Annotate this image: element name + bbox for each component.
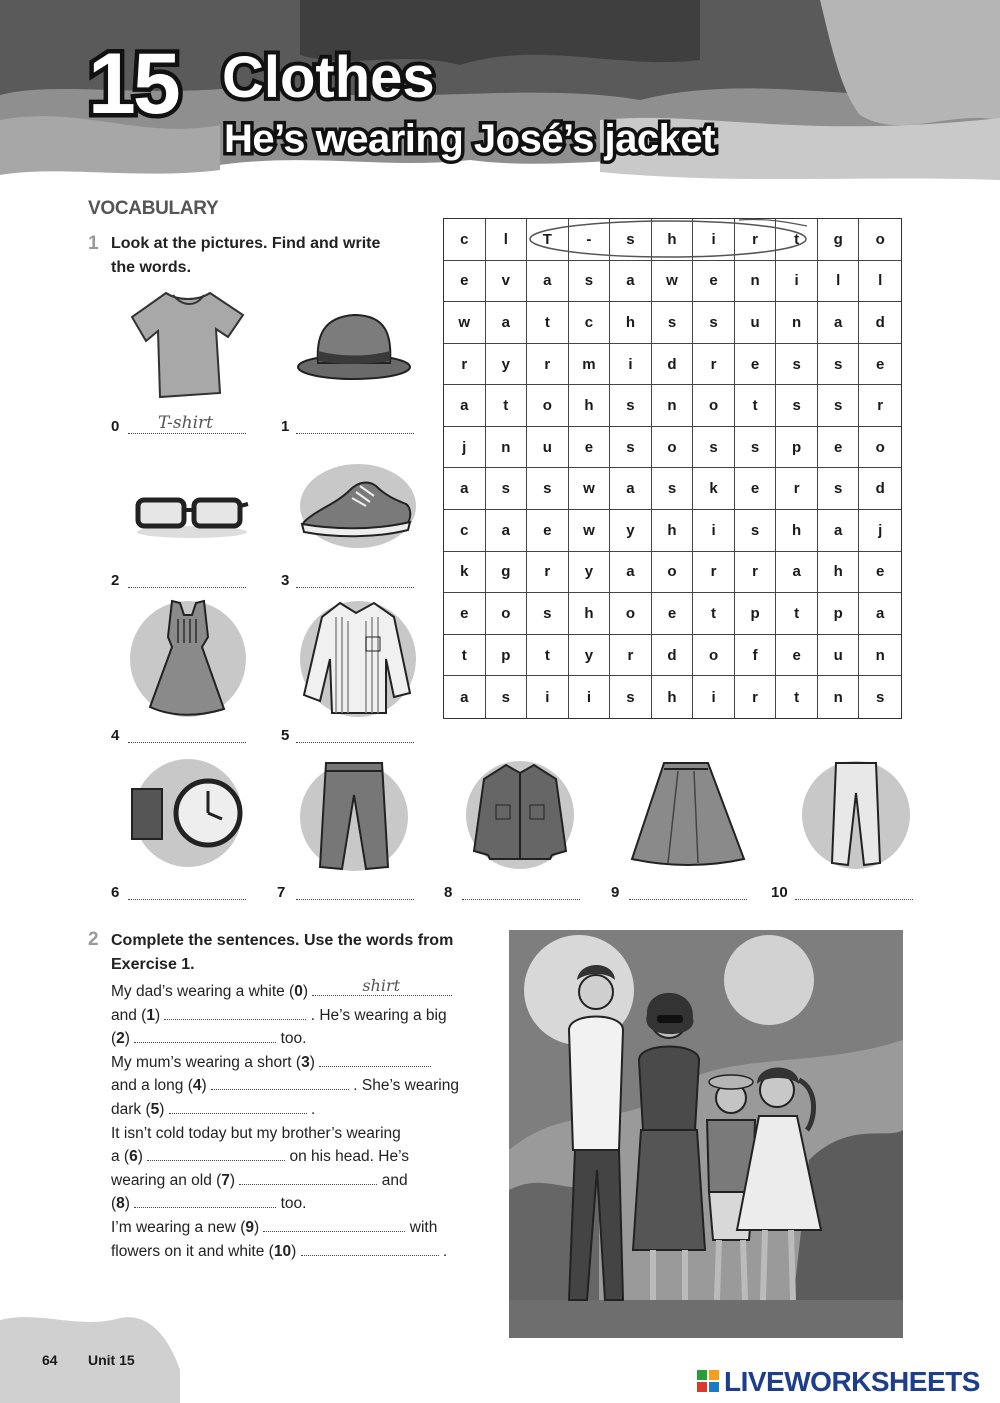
footer-unit: Unit 15 xyxy=(88,1352,135,1368)
grid-cell[interactable]: t xyxy=(527,635,569,677)
gap-number-0: 0 xyxy=(294,983,303,1000)
grid-cell[interactable]: t xyxy=(776,219,818,261)
sentence-text: My dad’s wearing a white ( xyxy=(111,983,295,1000)
sentence-text: flowers on it and white ( xyxy=(111,1242,274,1260)
page-subtitle: He’s wearing José’s jacket xyxy=(224,117,715,161)
sentence-text: My mum’s wearing a short ( xyxy=(111,1053,302,1071)
grid-cell[interactable]: e xyxy=(859,552,901,594)
sentence-text: ) xyxy=(201,1077,211,1095)
grid-cell[interactable]: y xyxy=(610,510,652,552)
glasses-picture xyxy=(132,490,252,540)
sentence-text: ) xyxy=(137,1148,148,1166)
answer-line-6[interactable] xyxy=(128,899,246,900)
grid-cell[interactable]: s xyxy=(776,344,818,386)
sentence-text: ) xyxy=(124,1030,135,1048)
sentence-text: and a long ( xyxy=(111,1077,193,1095)
gap-4[interactable] xyxy=(211,1076,349,1090)
gap-2[interactable] xyxy=(134,1029,276,1043)
grid-cell[interactable]: o xyxy=(486,593,528,635)
item-number-8: 8 xyxy=(444,884,453,901)
grid-cell[interactable]: s xyxy=(652,302,694,344)
grid-cell[interactable]: p xyxy=(818,593,860,635)
grid-cell[interactable]: a xyxy=(818,302,860,344)
liveworksheets-logo-icon xyxy=(697,1370,719,1394)
sentence-text: dark ( xyxy=(111,1100,151,1118)
item-number-5: 5 xyxy=(281,727,290,744)
grid-cell[interactable]: e xyxy=(652,593,694,635)
grid-cell[interactable]: h xyxy=(610,302,652,344)
grid-cell[interactable]: t xyxy=(527,302,569,344)
grid-cell[interactable]: w xyxy=(444,302,486,344)
grid-cell[interactable]: n xyxy=(776,302,818,344)
sentence-text: and ( xyxy=(111,1006,147,1024)
grid-cell[interactable]: f xyxy=(735,635,777,677)
grid-cell[interactable]: e xyxy=(569,427,611,469)
exercise-2-instruction-1: Complete the sentences. Use the words from xyxy=(111,932,454,949)
gap-0-answer: shirt xyxy=(362,976,401,995)
grid-cell[interactable]: s xyxy=(486,676,528,718)
grid-cell[interactable]: - xyxy=(569,219,611,261)
grid-cell[interactable]: o xyxy=(693,385,735,427)
grid-cell[interactable]: s xyxy=(610,427,652,469)
sentence-text: ) xyxy=(254,1218,264,1236)
grid-cell[interactable]: r xyxy=(735,552,777,594)
grid-cell[interactable]: s xyxy=(569,261,611,303)
grid-cell[interactable]: a xyxy=(444,676,486,718)
grid-cell[interactable]: o xyxy=(859,219,901,261)
grid-cell[interactable]: a xyxy=(610,468,652,510)
grid-cell[interactable]: t xyxy=(486,385,528,427)
grid-cell[interactable]: t xyxy=(444,635,486,677)
grid-cell[interactable]: o xyxy=(693,635,735,677)
grid-cell[interactable]: a xyxy=(486,510,528,552)
sentence-text: . xyxy=(306,1100,316,1118)
gap-9[interactable] xyxy=(263,1218,405,1232)
grid-cell[interactable]: c xyxy=(569,302,611,344)
answer-line-2[interactable] xyxy=(128,587,246,588)
item-number-7: 7 xyxy=(277,884,286,901)
grid-cell[interactable]: t xyxy=(693,593,735,635)
grid-cell[interactable]: a xyxy=(486,302,528,344)
grid-cell[interactable]: s xyxy=(818,385,860,427)
grid-cell[interactable]: s xyxy=(776,385,818,427)
grid-cell[interactable]: d xyxy=(652,635,694,677)
grid-cell[interactable]: s xyxy=(693,302,735,344)
word-search-grid[interactable] xyxy=(443,218,902,719)
gap-7[interactable] xyxy=(239,1171,377,1185)
gap-number-8: 8 xyxy=(116,1195,125,1213)
sentence-text: too. xyxy=(276,1195,307,1213)
grid-cell[interactable]: t xyxy=(776,676,818,718)
grid-cell[interactable]: o xyxy=(610,593,652,635)
grid-cell[interactable]: p xyxy=(735,593,777,635)
grid-cell[interactable]: h xyxy=(569,385,611,427)
answer-line-5[interactable] xyxy=(296,742,414,743)
page-title: Clothes xyxy=(222,45,435,110)
gap-8[interactable] xyxy=(134,1194,276,1208)
grid-cell[interactable]: d xyxy=(859,468,901,510)
sentence-text: ) xyxy=(291,1242,301,1260)
grid-cell[interactable]: i xyxy=(610,344,652,386)
grid-cell[interactable]: h xyxy=(776,510,818,552)
grid-cell[interactable]: o xyxy=(527,385,569,427)
shoe-picture xyxy=(296,460,416,550)
item-number-4: 4 xyxy=(111,727,120,744)
sentence-text: I’m wearing a new ( xyxy=(111,1218,246,1236)
grid-cell[interactable]: w xyxy=(569,510,611,552)
grid-cell[interactable]: a xyxy=(859,593,901,635)
grid-cell[interactable]: r xyxy=(693,552,735,594)
grid-cell[interactable]: e xyxy=(859,344,901,386)
grid-cell[interactable]: e xyxy=(735,468,777,510)
grid-cell[interactable]: v xyxy=(486,261,528,303)
grid-cell[interactable]: r xyxy=(693,344,735,386)
gap-number-7: 7 xyxy=(221,1171,230,1189)
answer-0: T-shirt xyxy=(158,413,213,433)
grid-cell[interactable]: h xyxy=(652,219,694,261)
grid-cell[interactable]: s xyxy=(693,427,735,469)
grid-cell[interactable]: s xyxy=(610,219,652,261)
grid-cell[interactable]: s xyxy=(818,344,860,386)
sentence-text: ) xyxy=(124,1195,135,1213)
exercise-2-instruction-2: Exercise 1. xyxy=(111,956,195,973)
grid-cell[interactable]: s xyxy=(735,510,777,552)
jeans-picture xyxy=(296,759,416,871)
item-number-1: 1 xyxy=(281,418,290,435)
grid-cell[interactable]: j xyxy=(444,427,486,469)
answer-line-0 xyxy=(128,433,246,434)
sentence-text: ( xyxy=(111,1195,117,1213)
grid-cell[interactable]: a xyxy=(776,552,818,594)
exercise-1-instruction-1: Look at the pictures. Find and write xyxy=(111,235,381,252)
sentence-text: a ( xyxy=(111,1148,130,1166)
grid-cell[interactable]: o xyxy=(652,427,694,469)
gap-number-9: 9 xyxy=(245,1218,255,1236)
answer-line-1[interactable] xyxy=(296,433,414,434)
grid-cell[interactable]: e xyxy=(444,261,486,303)
skirt-picture xyxy=(628,759,748,869)
grid-cell[interactable]: g xyxy=(818,219,860,261)
grid-cell[interactable]: r xyxy=(610,635,652,677)
grid-cell[interactable]: e xyxy=(735,344,777,386)
answer-line-9[interactable] xyxy=(629,899,747,900)
grid-cell[interactable]: u xyxy=(818,635,860,677)
grid-cell[interactable]: c xyxy=(444,219,486,261)
grid-cell[interactable]: i xyxy=(527,676,569,718)
grid-cell[interactable]: i xyxy=(693,219,735,261)
item-number-6: 6 xyxy=(111,884,120,901)
trousers-picture xyxy=(796,759,916,869)
sentence-text: with xyxy=(405,1218,438,1236)
brand-name: LIVEWORKSHEETS xyxy=(724,1366,980,1397)
grid-cell[interactable]: s xyxy=(818,468,860,510)
sentence-text: . xyxy=(438,1242,448,1260)
grid-cell[interactable]: i xyxy=(693,510,735,552)
grid-cell[interactable]: r xyxy=(527,344,569,386)
sentence-text: wearing an old ( xyxy=(111,1171,222,1189)
dress-picture xyxy=(128,597,248,719)
grid-cell[interactable]: e xyxy=(444,593,486,635)
grid-cell[interactable]: s xyxy=(876,688,885,706)
gap-1[interactable] xyxy=(164,1006,306,1020)
unit-number: 15 xyxy=(88,36,178,132)
exercise-2-number: 2 xyxy=(88,929,99,950)
gap-number-5: 5 xyxy=(150,1100,160,1118)
grid-cell[interactable]: a xyxy=(444,468,486,510)
exercise-2-sentences xyxy=(111,976,491,1263)
grid-cell[interactable]: n xyxy=(818,676,860,718)
gap-number-2: 2 xyxy=(116,1030,125,1048)
grid-cell[interactable]: l xyxy=(486,219,528,261)
grid-cell[interactable]: r xyxy=(735,219,777,261)
exercise-1-instruction-2: the words. xyxy=(111,259,192,276)
grid-cell[interactable]: s xyxy=(610,676,652,718)
grid-cell[interactable]: y xyxy=(486,344,528,386)
grid-cell[interactable]: r xyxy=(527,552,569,594)
sentence-text: ) xyxy=(309,1053,320,1071)
answer-line-8[interactable] xyxy=(462,899,580,900)
sentence-text: . She’s wearing xyxy=(348,1077,459,1095)
grid-cell[interactable]: d xyxy=(652,344,694,386)
grid-cell[interactable]: t xyxy=(776,593,818,635)
gap-0 xyxy=(312,976,452,996)
grid-cell[interactable]: a xyxy=(610,261,652,303)
grid-cell[interactable]: u xyxy=(527,427,569,469)
grid-cell[interactable]: h xyxy=(818,552,860,594)
item-number-3: 3 xyxy=(281,572,290,589)
grid-cell[interactable]: r xyxy=(444,344,486,386)
grid-cell[interactable]: t xyxy=(735,385,777,427)
grid-cell[interactable]: w xyxy=(569,468,611,510)
grid-cell[interactable]: d xyxy=(859,302,901,344)
grid-cell[interactable]: y xyxy=(569,635,611,677)
gap-number-1: 1 xyxy=(146,1006,155,1024)
grid-cell[interactable]: g xyxy=(486,552,528,594)
sentence-text: . He’s wearing a big xyxy=(306,1006,447,1024)
grid-cell[interactable]: i xyxy=(776,261,818,303)
grid-cell[interactable]: o xyxy=(652,552,694,594)
item-number-2: 2 xyxy=(111,572,120,589)
grid-cell[interactable]: h xyxy=(652,510,694,552)
hat-picture xyxy=(296,305,416,385)
grid-cell[interactable]: l xyxy=(818,261,860,303)
sentence-text: on his head. He’s xyxy=(285,1148,409,1166)
answer-line-10[interactable] xyxy=(795,899,913,900)
answer-line-7[interactable] xyxy=(296,899,414,900)
grid-cell[interactable]: j xyxy=(859,510,901,552)
grid-cell[interactable]: p xyxy=(486,635,528,677)
section-title: VOCABULARY xyxy=(88,198,219,219)
sentence-text: ) xyxy=(159,1100,169,1118)
jacket-picture xyxy=(462,759,582,869)
tshirt-picture xyxy=(128,285,248,405)
grid-cell[interactable]: w xyxy=(652,261,694,303)
shirt-picture xyxy=(296,597,416,719)
grid-cell[interactable]: r xyxy=(859,385,901,427)
grid-cell[interactable]: m xyxy=(569,344,611,386)
grid-cell[interactable]: s xyxy=(486,468,528,510)
grid-cell[interactable]: s xyxy=(610,385,652,427)
sentence-text: too. xyxy=(276,1030,307,1048)
grid-cell[interactable]: s xyxy=(735,427,777,469)
exercise-1-number: 1 xyxy=(88,233,99,254)
gap-number-3: 3 xyxy=(301,1053,310,1071)
grid-cell[interactable]: e xyxy=(527,510,569,552)
gap-number-10: 10 xyxy=(273,1242,292,1260)
sentence-text: and xyxy=(377,1171,408,1189)
grid-cell[interactable]: e xyxy=(776,635,818,677)
sentence-text: ( xyxy=(111,1030,117,1048)
item-number-0: 0 xyxy=(111,418,120,435)
grid-cell[interactable]: n xyxy=(859,635,901,677)
grid-cell[interactable]: h xyxy=(569,593,611,635)
answer-line-3[interactable] xyxy=(296,587,414,588)
grid-cell[interactable]: c xyxy=(444,510,486,552)
grid-cell[interactable]: i xyxy=(693,676,735,718)
sentence-text: ) xyxy=(154,1006,165,1024)
gap-5[interactable] xyxy=(169,1100,307,1114)
grid-cell[interactable]: n xyxy=(735,261,777,303)
grid-cell[interactable]: e xyxy=(818,427,860,469)
grid-cell[interactable]: a xyxy=(610,552,652,594)
page-number: 64 xyxy=(42,1352,58,1368)
watch-picture xyxy=(128,759,248,869)
grid-cell[interactable]: a xyxy=(818,510,860,552)
grid-cell[interactable]: e xyxy=(693,261,735,303)
header-banner xyxy=(0,0,1000,190)
gap-number-4: 4 xyxy=(192,1077,202,1095)
gap-number-6: 6 xyxy=(129,1148,138,1166)
gap-3[interactable] xyxy=(319,1053,431,1067)
grid-cell[interactable]: T xyxy=(527,219,569,261)
answer-line-4[interactable] xyxy=(128,742,246,743)
grid-cell[interactable]: u xyxy=(735,302,777,344)
grid-cell[interactable]: n xyxy=(652,385,694,427)
t-shirt-circle xyxy=(525,216,815,262)
sentence-text: ) xyxy=(229,1171,240,1189)
grid-cell[interactable]: o xyxy=(859,427,901,469)
sentence-text: ) xyxy=(302,983,309,1000)
grid-cell[interactable]: a xyxy=(527,261,569,303)
grid-cell[interactable]: p xyxy=(776,427,818,469)
gap-6[interactable] xyxy=(147,1147,285,1161)
grid-cell[interactable]: a xyxy=(444,385,486,427)
item-number-9: 9 xyxy=(611,884,620,901)
grid-cell[interactable]: s xyxy=(652,468,694,510)
sentence-text: It isn’t cold today but my brother’s wearing xyxy=(111,1124,401,1142)
grid-cell[interactable]: y xyxy=(569,552,611,594)
grid-cell[interactable]: i xyxy=(569,676,611,718)
grid-cell[interactable]: k xyxy=(444,552,486,594)
gap-10[interactable] xyxy=(301,1242,439,1256)
item-number-10: 10 xyxy=(771,884,788,901)
grid-cell[interactable]: r xyxy=(735,676,777,718)
grid-cell[interactable]: h xyxy=(652,676,694,718)
grid-cell[interactable]: s xyxy=(527,468,569,510)
grid-cell[interactable]: k xyxy=(693,468,735,510)
family-illustration xyxy=(509,930,903,1338)
grid-cell[interactable]: s xyxy=(527,593,569,635)
grid-cell[interactable]: n xyxy=(486,427,528,469)
grid-cell[interactable]: l xyxy=(859,261,901,303)
grid-cell[interactable]: r xyxy=(776,468,818,510)
